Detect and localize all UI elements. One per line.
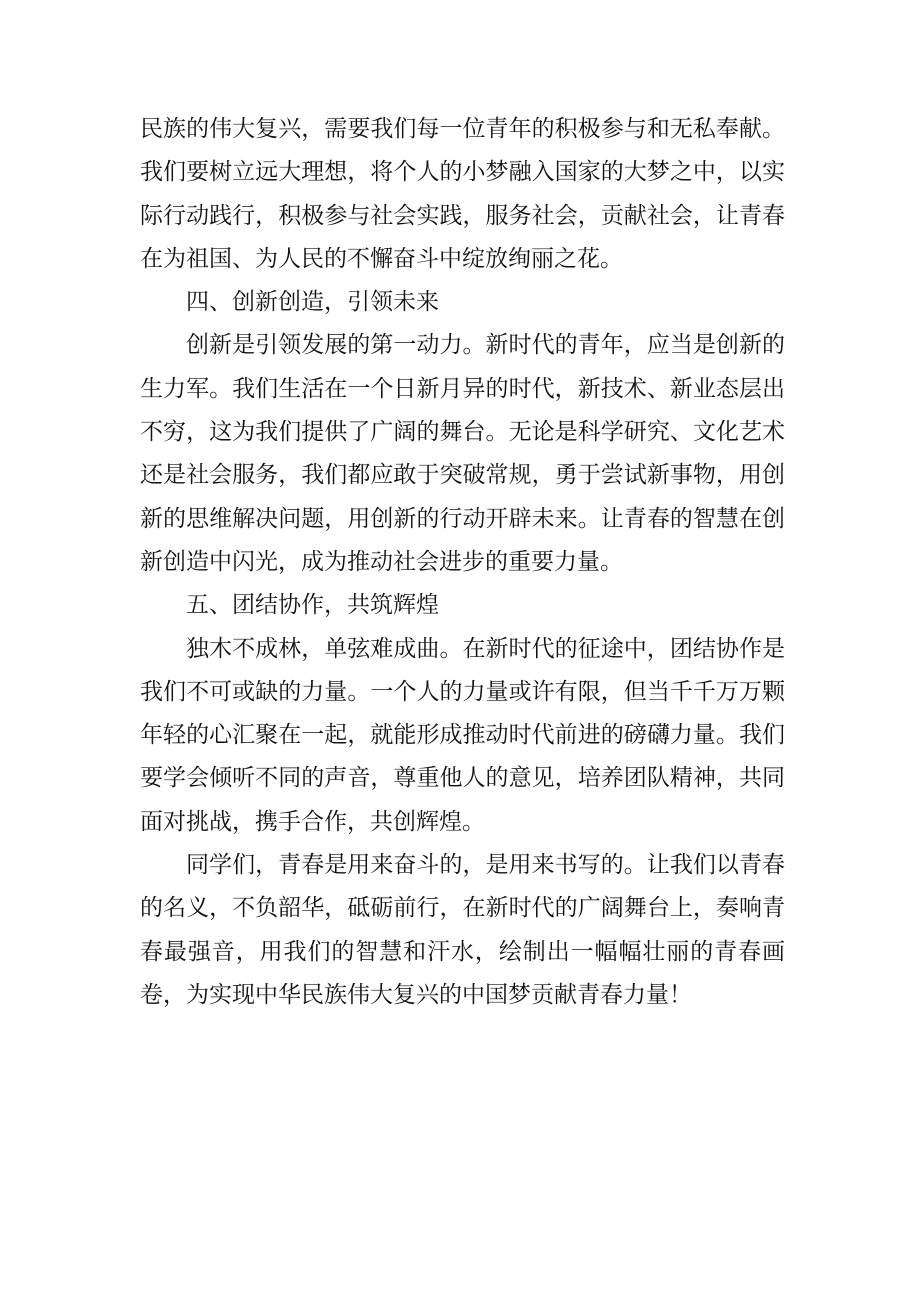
section-heading-4: 四、创新创造，引领未来 — [186, 289, 439, 316]
paragraph-innovation: 创新是引领发展的第一动力。新时代的青年，应当是创新的生力军。我们生活在一个日新月异的时代，新技术、新业态层出不穷，这为我们提供了广阔的舞台。无论是科学研究、文化艺术还是社会服务，我们都应敢于突破常规，勇于尝试新事物，用创新的思维解决问题，用创新的行动开辟未来。让青春的智慧在创新创造中闪光，成为推动社会进步的重要力量。 — [140, 332, 785, 575]
section-heading-5: 五、团结协作，共筑辉煌 — [186, 592, 439, 619]
document-page — [140, 108, 785, 1017]
paragraph-conclusion: 同学们，青春是用来奋斗的，是用来书写的。让我们以青春的名义，不负韶华，砥砺前行，在新时代的广阔舞台上，奏响青春最强音，用我们的智慧和汗水，绘制出一幅幅壮丽的青春画卷，为实现中华民族伟大复兴的中国梦贡献青春力量！ — [140, 852, 785, 1008]
paragraph-teamwork: 独木不成林，单弦难成曲。在新时代的征途中，团结协作是我们不可或缺的力量。一个人的力量或许有限，但当千千万万颗年轻的心汇聚在一起，就能形成推动时代前进的磅礴力量。我们要学会倾听不同的声音，尊重他人的意见，培养团队精神，共同面对挑战，携手合作，共创辉煌。 — [140, 635, 785, 835]
paragraph-continuation: 民族的伟大复兴，需要我们每一位青年的积极参与和无私奉献。我们要树立远大理想，将个人的小梦融入国家的大梦之中，以实际行动践行，积极参与社会实践，服务社会，贡献社会，让青春在为祖国、为人民的不懈奋斗中绽放绚丽之花。 — [140, 116, 785, 272]
